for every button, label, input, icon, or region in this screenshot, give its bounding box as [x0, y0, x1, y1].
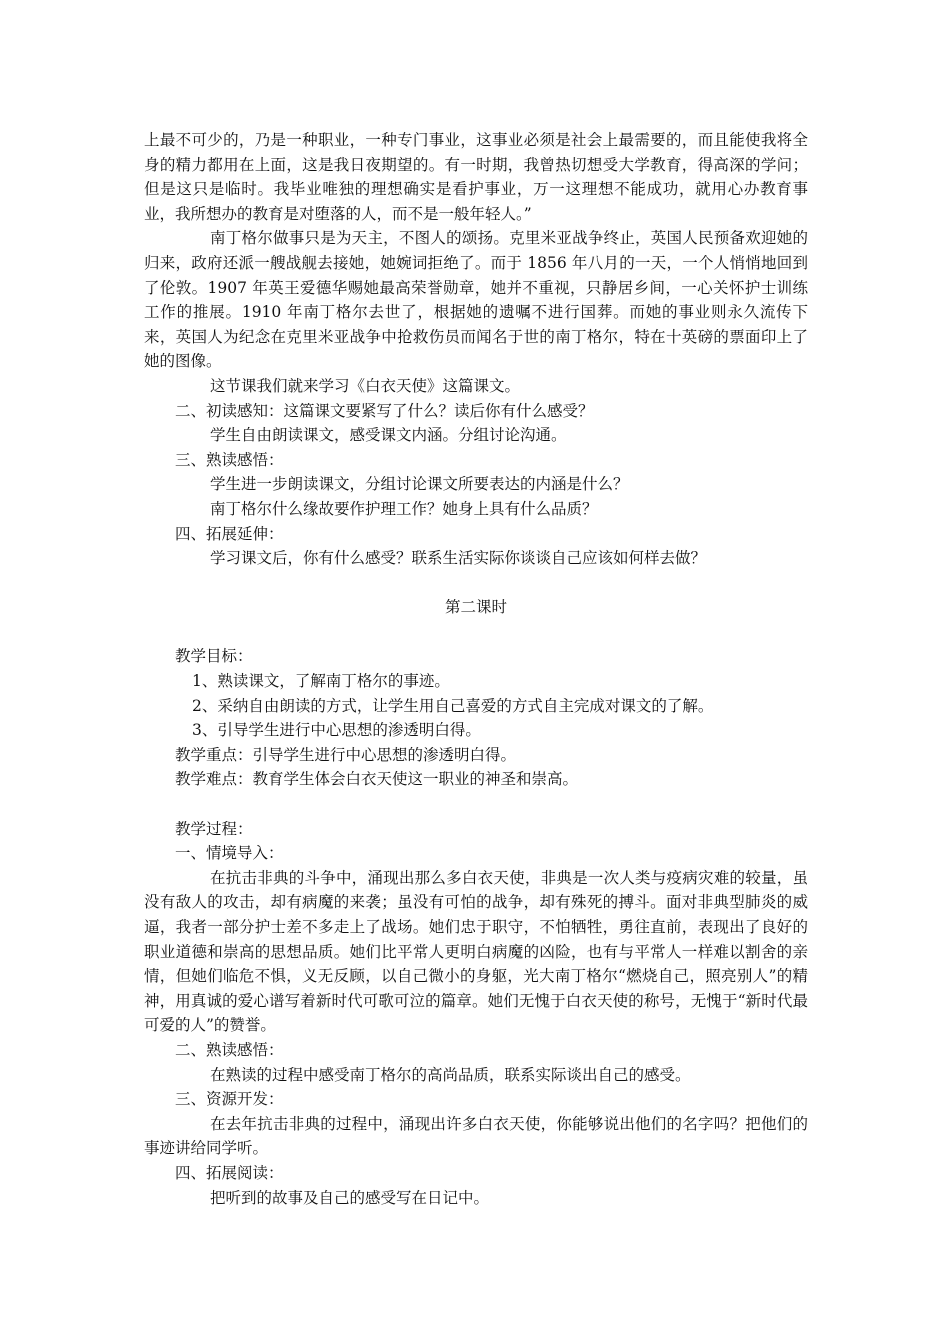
process-label: 教学过程： — [175, 819, 253, 838]
section-close-reading: 三、熟读感悟： — [175, 450, 284, 469]
section-first-reading: 二、初读感知：这篇课文要紧写了什么？读后你有什么感受？ — [175, 401, 594, 420]
process-step-3: 三、资源开发： — [175, 1090, 284, 1109]
section-close-reading-text-1: 学生进一步朗读课文，分组讨论课文所要表达的内涵是什么？ — [210, 475, 629, 494]
lesson-two-title: 第二课时 — [444, 598, 507, 617]
paragraph-lesson-intro: 这节课我们就来学习《白衣天使》这篇课文。 — [210, 376, 521, 395]
key-point: 教学重点：引导学生进行中心思想的渗透明白得。 — [175, 745, 517, 764]
difficulty-point: 教学难点：教育学生体会白衣天使这一职业的神圣和崇高。 — [175, 770, 579, 789]
process-step-2-text: 在熟读的过程中感受南丁格尔的高尚品质，联系实际谈出自己的感受。 — [210, 1065, 691, 1084]
paragraph-nightingale: 南丁格尔做事只是为天主，不图人的颂扬。克里米亚战争终止，英国人民预备欢迎她的归来，政府还派一艘战舰去接她，她婉词拒绝了。而于 1856 年八月的一天，一个人悄悄地回到了伦敦。1907 年英王爱德华赐她最高荣誉勋章，她并不重视，只静居乡间，一心关怀护士训练工作的推展。1910 年南丁格尔去世了，根据她的遗嘱不进行国葬。而她的事业则永久流传下来，英国人为纪念在克里米亚战争中抢救伤员而闻名于世的南丁格尔，特在十英磅的票面印上了她的图像。 — [144, 229, 808, 371]
process-step-2: 二、熟读感悟： — [175, 1040, 284, 1059]
process-step-1-text: 在抗击非典的斗争中，涌现出那么多白衣天使，非典是一次人类与疫病灾难的较量，虽没有敌人的攻击，却有病魔的来袭；虽没有可怕的战争，却有殊死的搏斗。面对非典型肺炎的威逼，我者一部分护士差不多走上了战场。她们忠于职守，不怕牺牲，勇往直前，表现出了良好的职业道德和崇高的思想品质。她们比平常人更明白病魔的凶险，也有与平常人一样难以割舍的亲情，但她们临危不惧，义无反顾，以自己微小的身躯，光大南丁格尔“燃烧自己，照亮别人”的精神，用真诚的爱心谱写着新时代可歌可泣的篇章。她们无愧于白衣天使的称号，无愧于“新时代最可爱的人”的赞誉。 — [144, 868, 808, 1035]
document-body — [144, 128, 808, 1210]
section-first-reading-text: 学生自由朗读课文，感受课文内涵。分组讨论沟通。 — [210, 426, 567, 445]
goals-label: 教学目标： — [175, 647, 253, 666]
goal-item-1: 1、熟读课文，了解南丁格尔的事迹。 — [192, 672, 450, 691]
process-step-4: 四、拓展阅读： — [175, 1163, 284, 1182]
section-close-reading-text-2: 南丁格尔什么缘故要作护理工作？她身上具有什么品质？ — [210, 499, 598, 518]
section-extension: 四、拓展延伸： — [175, 524, 284, 543]
section-extension-text: 学习课文后，你有什么感受？联系生活实际你谈谈自己应该如何样去做？ — [210, 549, 707, 568]
goal-item-3: 3、引导学生进行中心思想的渗透明白得。 — [192, 721, 481, 740]
process-step-4-text: 把听到的故事及自己的感受写在日记中。 — [210, 1188, 490, 1207]
paragraph-quote-end: 上最不可少的，乃是一种职业，一种专门事业，这事业必须是社会上最需要的，而且能使我将全身的精力都用在上面，这是我日夜期望的。有一时期，我曾热切想受大学教育，得高深的学问；但是这只是临时。我毕业唯独的理想确实是看护事业，万一这理想不能成功，就用心办教育事业，我所想办的教育是对堕落的人，而不是一般年轻人。” — [144, 131, 808, 223]
process-step-3-text: 在去年抗击非典的过程中，涌现出许多白衣天使，你能够说出他们的名字吗？把他们的事迹讲给同学听。 — [144, 1114, 808, 1158]
process-step-1: 一、情境导入： — [175, 844, 284, 863]
goal-item-2: 2、采纳自由朗读的方式，让学生用自己喜爱的方式自主完成对课文的了解。 — [192, 696, 714, 715]
